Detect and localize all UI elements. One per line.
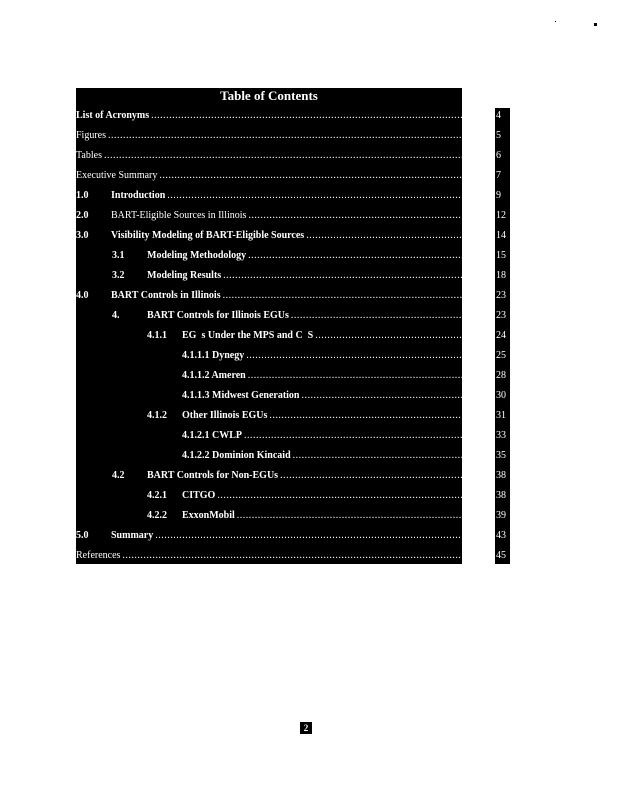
- toc-entry-page: 23: [496, 290, 506, 301]
- toc-entry: [76, 548, 462, 564]
- toc-entry: [76, 408, 462, 424]
- toc-leader-dots: [306, 228, 462, 244]
- toc-entry-label: 4.1.1.2 Ameren: [182, 370, 246, 381]
- toc-title: Table of Contents: [220, 88, 318, 103]
- toc-entry-page: 38: [496, 490, 506, 501]
- toc-entry-label: Introduction: [111, 190, 166, 201]
- toc-leader-dots: [244, 428, 462, 444]
- toc-leader-dots: [246, 348, 462, 364]
- toc-entry-page: 25: [496, 350, 506, 361]
- toc-entry-label: 4.1.2.1 CWLP: [182, 430, 242, 441]
- toc-entry-label: BART Controls in Illinois: [111, 290, 221, 301]
- toc-entry-page: 31: [496, 410, 506, 421]
- toc-entry-number: 3.0: [76, 230, 89, 241]
- toc-entry-number: 4.1.1: [147, 330, 167, 341]
- toc-leader-dots: [237, 508, 462, 524]
- toc-entry-number: 4.2.2: [147, 510, 167, 521]
- toc-entry: [76, 528, 462, 544]
- toc-entry-page: 18: [496, 270, 506, 281]
- toc-entry-number: 4.0: [76, 290, 89, 301]
- toc-leader-dots: [167, 188, 462, 204]
- toc-entry-page: 9: [496, 190, 501, 201]
- toc-entry-page: 43: [496, 530, 506, 541]
- toc-leader-dots: [223, 288, 462, 304]
- toc-leader-dots: [248, 368, 462, 384]
- toc-leader-dots: [293, 448, 462, 464]
- toc-entry: [76, 168, 462, 184]
- toc-entry-label: Modeling Results: [147, 270, 222, 281]
- toc-entry: [76, 508, 462, 524]
- toc-entry-number: 5.0: [76, 530, 89, 541]
- toc-entry: [76, 348, 462, 364]
- toc-entry: [76, 268, 462, 284]
- toc-entry-page: 14: [496, 230, 506, 241]
- toc-entry-label: References: [76, 550, 121, 561]
- toc-entry-label: Visibility Modeling of BART-Eligible Sources: [111, 230, 305, 241]
- toc-entry: [76, 148, 462, 164]
- toc-entry-label: BART Controls for Illinois EGUs: [147, 310, 289, 321]
- toc-entry: [76, 468, 462, 484]
- toc-leader-dots: [151, 108, 462, 124]
- toc-leader-dots: [248, 208, 462, 224]
- toc-entry-page: 30: [496, 390, 506, 401]
- toc-entry-page: 23: [496, 310, 506, 321]
- toc-leader-dots: [280, 468, 462, 484]
- toc-entry-number: 1.0: [76, 190, 89, 201]
- toc-leader-dots: [248, 248, 462, 264]
- toc-leader-dots: [122, 548, 462, 564]
- toc-entry-page: 4: [496, 110, 501, 121]
- toc-entry-label: 4.1.1.1 Dynegy: [182, 350, 245, 361]
- toc-entry-number: 4.: [112, 310, 120, 321]
- toc-entry: [76, 368, 462, 384]
- toc-entry: [76, 308, 462, 324]
- toc-entry-number: 4.2.1: [147, 490, 167, 501]
- toc-entry-label: 4.1.2.2 Dominion Kincaid: [182, 450, 291, 461]
- toc-leader-dots: [104, 148, 462, 164]
- toc-entry-page: 35: [496, 450, 506, 461]
- toc-entry-page: 15: [496, 250, 506, 261]
- toc-entry: [76, 128, 462, 144]
- toc-entry: [76, 188, 462, 204]
- toc-leader-dots: [315, 328, 462, 344]
- toc-entry-page: 39: [496, 510, 506, 521]
- toc-entry-label: Modeling Methodology: [147, 250, 247, 261]
- toc-entry-label: Tables: [76, 150, 102, 161]
- toc-entry: [76, 228, 462, 244]
- toc-entry-page: 28: [496, 370, 506, 381]
- toc-entry-number: 2.0: [76, 210, 89, 221]
- toc-leader-dots: [269, 408, 462, 424]
- toc-leader-dots: [217, 488, 462, 504]
- toc-entry-number: 3.1: [112, 250, 125, 261]
- toc-entry-label: BART Controls for Non-EGUs: [147, 470, 279, 481]
- toc-leader-dots: [291, 308, 462, 324]
- toc-entry-label: List of Acronyms: [76, 110, 150, 121]
- toc-leader-dots: [159, 168, 462, 184]
- toc-leader-dots: [108, 128, 462, 144]
- toc-entry-label: Summary: [111, 530, 154, 541]
- toc-entry-label: ExxonMobil: [182, 510, 235, 521]
- toc-entry: [76, 488, 462, 504]
- toc-entry-label: Executive Summary: [76, 170, 158, 181]
- toc-entry-page: 7: [496, 170, 501, 181]
- toc-entry-label: CITGO: [182, 490, 216, 501]
- toc-entry: [76, 208, 462, 224]
- toc-entry-page: 24: [496, 330, 506, 341]
- toc-entry: [76, 328, 462, 344]
- toc-entry-label: Other Illinois EGUs: [182, 410, 268, 421]
- toc-entry: [76, 388, 462, 404]
- toc-leader-dots: [155, 528, 462, 544]
- toc-entry-page: 45: [496, 550, 506, 561]
- toc-entry-page: 12: [496, 210, 506, 221]
- toc-entry-page: 5: [496, 130, 501, 141]
- toc-entry-label: BART-Eligible Sources in Illinois: [111, 210, 247, 221]
- toc-entry-page: 33: [496, 430, 506, 441]
- toc-entry: [76, 248, 462, 264]
- toc-entry-number: 4.1.2: [147, 410, 167, 421]
- toc-leader-dots: [302, 388, 463, 404]
- toc-entry-number: 4.2: [112, 470, 125, 481]
- footer-page-number: 2: [300, 722, 312, 734]
- toc-entry: [76, 288, 462, 304]
- toc-entry: [76, 428, 462, 444]
- toc-entry-page: 6: [496, 150, 501, 161]
- toc-entry-label: Figures: [76, 130, 106, 141]
- toc-entry-number: 3.2: [112, 270, 125, 281]
- toc-entry-page: 38: [496, 470, 506, 481]
- toc-entry: [76, 108, 462, 124]
- toc-entry: [76, 448, 462, 464]
- toc-entry-label: 4.1.1.3 Midwest Generation: [182, 390, 300, 401]
- toc-entry-label: EG s Under the MPS and C S: [182, 330, 314, 341]
- toc-leader-dots: [223, 268, 462, 284]
- scan-speck: [594, 23, 597, 26]
- scan-speck: [555, 21, 556, 22]
